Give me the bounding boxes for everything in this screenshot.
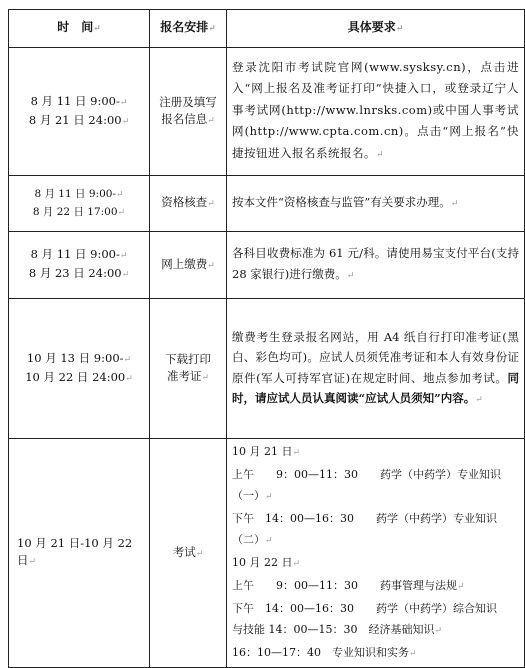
requirement-cell: 缴费考生登录报名网站，用 A4 纸自行打印准考证(黑白、彩色均可)。应试人员须凭准考证和本人有效身份证原件(军人可持军官证)在规定时间、地点参加考试。同时，请应试人员认真阅读“应试人员须知”内容。↵: [227, 299, 525, 439]
header-time: 时 间↵: [9, 10, 150, 48]
time-cell: 8 月 11 日 9:00-↵ 8 月 23 日 24:00↵: [9, 232, 150, 299]
exam-line: 下午 14：00—16：30 药学（中药学）专业知识: [232, 512, 497, 525]
time-cell: 10 月 21 日-10 月 22 日↵: [9, 439, 150, 668]
time-cell: 8 月 11 日 9:00-↵ 8 月 21 日 24:00↵: [9, 48, 150, 176]
step-cell: 网上缴费↵: [150, 232, 227, 299]
exam-line: 上午 9：00—11：30 药学（中药学）专业知识: [232, 468, 501, 481]
time-cell: 8 月 11 日 9:00-↵ 8 月 22 日 17:00↵: [9, 176, 150, 232]
table-row: [9, 176, 525, 232]
exam-line: （二）↵: [232, 533, 273, 546]
requirement-cell: 登录沈阳市考试院官网(www.sysksy.cn)，点击进入“网上报名及准考证打印”快捷入口，或登录辽宁人事考试网(http://www.lnrsks.com)或中国人事考试网(http://www.cpta.com.cn)。点击“网上报名”快捷按钮进入报名系统报名。↵: [227, 48, 525, 176]
exam-line: 上午 9：00—11：30 药事管理与法规↵: [232, 579, 465, 592]
exam-line: （一）↵: [232, 489, 273, 502]
table-row: [9, 48, 525, 176]
time-cell: 10 月 13 日 9:00-↵ 10 月 22 日 24:00↵: [9, 299, 150, 439]
table-row: [9, 299, 525, 439]
requirement-cell: 各科目收费标准为 61 元/科。请使用易宝支付平台(支持 28 家银行)进行缴费。↵: [227, 232, 525, 299]
requirement-cell: 按本文件“资格核查与监管”有关要求办理。↵: [227, 176, 525, 232]
header-req: 具体要求↵: [227, 10, 525, 48]
exam-line: 下午 14：00—16：30 药学（中药学）综合知识: [232, 602, 497, 615]
step-cell: 注册及填写 报名信息↵: [150, 48, 227, 176]
exam-line: 与技能 14：00—15：30 经济基础知识↵: [232, 623, 443, 636]
step-cell: 下载打印 准考证↵: [150, 299, 227, 439]
header-row: [9, 10, 525, 48]
header-step: 报名安排↵: [150, 10, 227, 48]
exam-line: 10 月 22 日↵: [232, 556, 301, 569]
step-cell: 资格核查↵: [150, 176, 227, 232]
table-row: [9, 232, 525, 299]
exam-line: 16：10—17：40 专业知识和实务↵: [232, 646, 417, 659]
notice-text: 同时，请应试人员认真阅读“应试人员须知”内容。: [232, 370, 519, 405]
table-row: [9, 439, 525, 668]
exam-schedule-cell: [227, 439, 525, 668]
exam-line: 10 月 21 日↵: [232, 445, 301, 458]
schedule-table: [8, 9, 525, 668]
step-cell: 考试↵: [150, 439, 227, 668]
